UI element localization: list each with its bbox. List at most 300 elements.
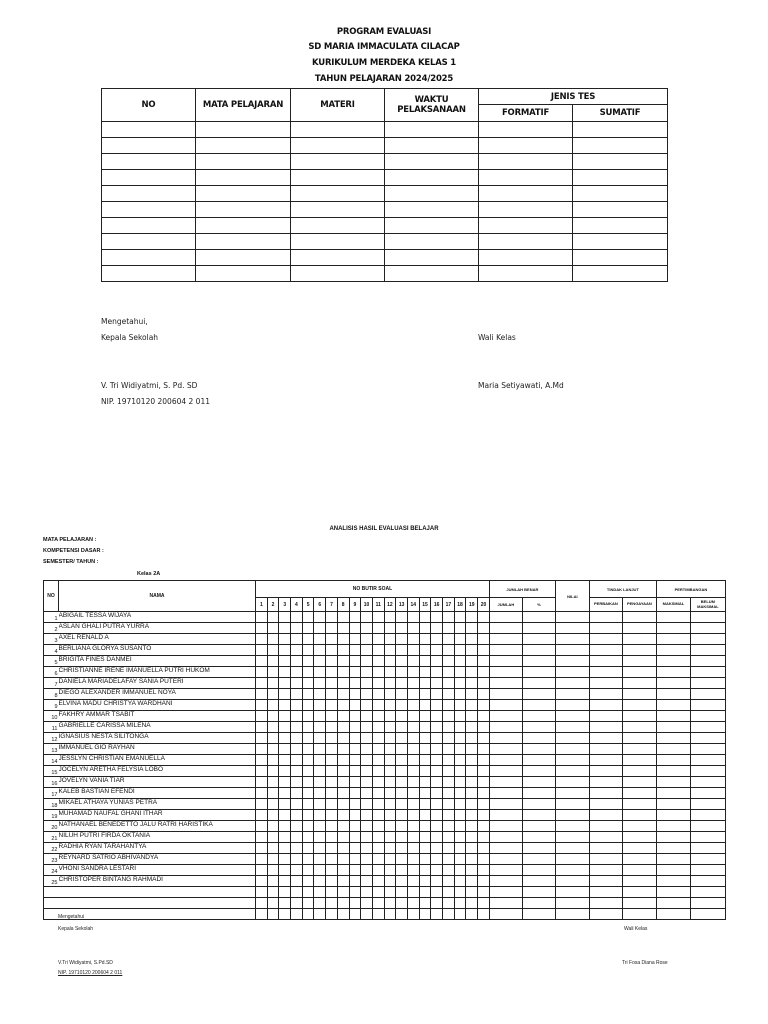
score-cell xyxy=(361,821,373,832)
score-cell xyxy=(478,788,490,799)
score-cell xyxy=(478,700,490,711)
score-cell xyxy=(478,865,490,876)
score-cell xyxy=(291,854,303,865)
kepsek-name: V. Tri Widiyatmi, S. Pd. SD xyxy=(101,381,198,390)
program-cell xyxy=(573,138,668,154)
score-cell xyxy=(589,865,622,876)
score-cell xyxy=(431,623,443,634)
student-no: 20 xyxy=(44,821,59,832)
score-cell xyxy=(589,645,622,656)
score-cell xyxy=(656,623,690,634)
score-cell xyxy=(431,722,443,733)
score-cell xyxy=(656,832,690,843)
score-cell xyxy=(396,722,408,733)
score-cell xyxy=(656,612,690,623)
score-cell xyxy=(302,898,314,909)
score-cell xyxy=(555,667,589,678)
score-cell xyxy=(302,667,314,678)
program-cell xyxy=(102,266,196,282)
score-cell xyxy=(349,755,361,766)
score-cell xyxy=(291,788,303,799)
score-cell xyxy=(466,799,478,810)
student-name: JOVELYN VANIA TIAR xyxy=(59,777,256,788)
score-cell xyxy=(431,843,443,854)
score-cell xyxy=(384,799,396,810)
score-cell xyxy=(419,832,431,843)
score-cell xyxy=(656,876,690,887)
score-cell xyxy=(372,821,384,832)
score-cell xyxy=(372,722,384,733)
score-cell xyxy=(267,788,279,799)
score-cell xyxy=(407,887,419,898)
score-cell xyxy=(361,788,373,799)
score-cell xyxy=(443,843,455,854)
score-cell xyxy=(489,898,522,909)
score-cell xyxy=(589,843,622,854)
score-cell xyxy=(419,887,431,898)
score-cell xyxy=(407,678,419,689)
score-cell xyxy=(361,645,373,656)
score-cell xyxy=(372,909,384,920)
score-cell xyxy=(555,876,589,887)
score-cell xyxy=(466,634,478,645)
mengetahui-label: Mengetahui, xyxy=(101,317,148,326)
program-cell xyxy=(291,138,385,154)
footer-mengetahui: Mengetahui xyxy=(58,914,85,920)
score-cell xyxy=(555,788,589,799)
program-cell xyxy=(196,234,291,250)
score-cell xyxy=(489,612,522,623)
score-cell xyxy=(690,766,725,777)
score-cell xyxy=(337,876,349,887)
score-cell xyxy=(555,766,589,777)
header-butir: 7 xyxy=(326,598,338,612)
score-cell xyxy=(372,678,384,689)
score-cell xyxy=(256,854,268,865)
score-cell xyxy=(396,909,408,920)
score-cell xyxy=(690,843,725,854)
score-cell xyxy=(396,821,408,832)
academic-year: TAHUN PELAJARAN 2024/2025 xyxy=(314,74,454,84)
score-cell xyxy=(443,909,455,920)
score-cell xyxy=(656,634,690,645)
score-cell xyxy=(384,645,396,656)
score-cell xyxy=(407,689,419,700)
score-cell xyxy=(407,821,419,832)
score-cell xyxy=(302,634,314,645)
score-cell xyxy=(466,667,478,678)
program-cell xyxy=(385,154,479,170)
score-cell xyxy=(454,854,466,865)
score-cell xyxy=(419,744,431,755)
student-no: 18 xyxy=(44,799,59,810)
student-name: KALEB BASTIAN EFENDI xyxy=(59,788,256,799)
score-cell xyxy=(419,667,431,678)
score-cell xyxy=(454,755,466,766)
score-cell xyxy=(337,810,349,821)
program-cell xyxy=(385,202,479,218)
score-cell xyxy=(522,876,555,887)
score-cell xyxy=(326,755,338,766)
student-row xyxy=(44,865,726,876)
score-cell xyxy=(314,645,326,656)
score-cell xyxy=(361,755,373,766)
score-cell xyxy=(256,777,268,788)
score-cell xyxy=(478,711,490,722)
score-cell xyxy=(256,744,268,755)
score-cell xyxy=(656,744,690,755)
score-cell xyxy=(555,799,589,810)
score-cell xyxy=(396,755,408,766)
score-cell xyxy=(419,612,431,623)
score-cell xyxy=(314,656,326,667)
score-cell xyxy=(396,667,408,678)
score-cell xyxy=(443,678,455,689)
student-row xyxy=(44,634,726,645)
header-pertimbangan: PERTIMBANGAN xyxy=(656,581,725,598)
score-cell xyxy=(431,810,443,821)
program-cell xyxy=(102,234,196,250)
program-cell xyxy=(102,122,196,138)
header-no: NO xyxy=(44,581,59,612)
score-cell xyxy=(384,909,396,920)
score-cell xyxy=(690,821,725,832)
program-cell xyxy=(479,186,573,202)
score-cell xyxy=(431,766,443,777)
score-cell xyxy=(349,887,361,898)
score-cell xyxy=(431,711,443,722)
score-cell xyxy=(690,623,725,634)
score-cell xyxy=(489,777,522,788)
student-no xyxy=(44,898,59,909)
score-cell xyxy=(656,766,690,777)
program-cell xyxy=(479,202,573,218)
score-cell xyxy=(279,612,291,623)
score-cell xyxy=(361,766,373,777)
wali-kelas-title: Wali Kelas xyxy=(478,333,516,342)
score-cell xyxy=(419,843,431,854)
score-cell xyxy=(302,832,314,843)
score-cell xyxy=(656,700,690,711)
student-no: 25 xyxy=(44,876,59,887)
kompetensi-dasar-label: KOMPETENSI DASAR : xyxy=(43,548,104,554)
score-cell xyxy=(337,645,349,656)
score-cell xyxy=(256,876,268,887)
semester-tahun-label: SEMESTER/ TAHUN : xyxy=(43,559,99,565)
score-cell xyxy=(291,689,303,700)
score-cell xyxy=(419,656,431,667)
header-tindak-lanjut: TINDAK LANJUT xyxy=(589,581,656,598)
score-cell xyxy=(256,887,268,898)
header-butir: 14 xyxy=(407,598,419,612)
score-cell xyxy=(314,623,326,634)
score-cell xyxy=(337,700,349,711)
score-cell xyxy=(396,623,408,634)
score-cell xyxy=(443,777,455,788)
student-name: CHRISTOPER BINTANG RAHMADI xyxy=(59,876,256,887)
score-cell xyxy=(522,755,555,766)
score-cell xyxy=(589,788,622,799)
score-cell xyxy=(443,821,455,832)
score-cell xyxy=(589,777,622,788)
score-cell xyxy=(267,821,279,832)
student-name: VHONI SANDRA LESTARI xyxy=(59,865,256,876)
score-cell xyxy=(419,766,431,777)
score-cell xyxy=(326,876,338,887)
score-cell xyxy=(267,755,279,766)
student-name: ASLAN GHALI PUTRA YURRA xyxy=(59,623,256,634)
score-cell xyxy=(622,799,656,810)
score-cell xyxy=(291,744,303,755)
score-cell xyxy=(522,733,555,744)
student-row xyxy=(44,689,726,700)
score-cell xyxy=(454,612,466,623)
score-cell xyxy=(314,634,326,645)
score-cell xyxy=(656,843,690,854)
score-cell xyxy=(349,722,361,733)
score-cell xyxy=(489,766,522,777)
score-cell xyxy=(291,634,303,645)
score-cell xyxy=(396,876,408,887)
score-cell xyxy=(555,623,589,634)
score-cell xyxy=(302,843,314,854)
score-cell xyxy=(407,832,419,843)
score-cell xyxy=(384,711,396,722)
score-cell xyxy=(690,832,725,843)
student-name: IMMANUEL GIO RAYHAN xyxy=(59,744,256,755)
score-cell xyxy=(326,865,338,876)
score-cell xyxy=(337,832,349,843)
score-cell xyxy=(589,634,622,645)
student-name: RADHIA RYAN TARAHANTYA xyxy=(59,843,256,854)
score-cell xyxy=(384,667,396,678)
score-cell xyxy=(522,898,555,909)
program-cell xyxy=(385,234,479,250)
score-cell xyxy=(622,887,656,898)
analysis-table xyxy=(43,580,726,920)
score-cell xyxy=(349,832,361,843)
kelas-label: Kelas 2A xyxy=(137,571,161,577)
score-cell xyxy=(337,843,349,854)
score-cell xyxy=(372,744,384,755)
score-cell xyxy=(279,623,291,634)
score-cell xyxy=(349,645,361,656)
score-cell xyxy=(291,755,303,766)
score-cell xyxy=(466,733,478,744)
score-cell xyxy=(690,788,725,799)
score-cell xyxy=(454,832,466,843)
score-cell xyxy=(302,711,314,722)
score-cell xyxy=(622,777,656,788)
score-cell xyxy=(372,799,384,810)
score-cell xyxy=(302,744,314,755)
score-cell xyxy=(349,821,361,832)
score-cell xyxy=(478,689,490,700)
score-cell xyxy=(431,887,443,898)
score-cell xyxy=(267,678,279,689)
score-cell xyxy=(454,744,466,755)
score-cell xyxy=(555,843,589,854)
kepsek-nip: NIP. 19710120 200604 2 011 xyxy=(101,397,210,406)
score-cell xyxy=(407,667,419,678)
score-cell xyxy=(361,634,373,645)
score-cell xyxy=(454,876,466,887)
score-cell xyxy=(522,799,555,810)
student-name xyxy=(59,909,256,920)
header-butir: 17 xyxy=(443,598,455,612)
score-cell xyxy=(326,777,338,788)
student-no: 10 xyxy=(44,711,59,722)
score-cell xyxy=(256,821,268,832)
student-name: IGNASIUS NESTA SILITONGA xyxy=(59,733,256,744)
score-cell xyxy=(384,865,396,876)
score-cell xyxy=(396,799,408,810)
header-maksimal: MAKSIMAL xyxy=(656,598,690,612)
score-cell xyxy=(267,645,279,656)
score-cell xyxy=(443,733,455,744)
score-cell xyxy=(419,810,431,821)
student-name: NATHANAEL BENEDETTO JALU RATRI HARISTIKA xyxy=(59,821,256,832)
score-cell xyxy=(396,843,408,854)
score-cell xyxy=(326,766,338,777)
program-cell xyxy=(102,218,196,234)
score-cell xyxy=(267,656,279,667)
score-cell xyxy=(522,678,555,689)
score-cell xyxy=(419,623,431,634)
score-cell xyxy=(690,755,725,766)
score-cell xyxy=(314,821,326,832)
score-cell xyxy=(326,854,338,865)
student-row xyxy=(44,876,726,887)
score-cell xyxy=(302,821,314,832)
score-cell xyxy=(337,678,349,689)
score-cell xyxy=(431,667,443,678)
program-cell xyxy=(291,186,385,202)
score-cell xyxy=(656,799,690,810)
program-row xyxy=(102,218,668,234)
score-cell xyxy=(690,898,725,909)
score-cell xyxy=(314,843,326,854)
score-cell xyxy=(443,832,455,843)
score-cell xyxy=(522,909,555,920)
student-no: 1 xyxy=(44,612,59,623)
score-cell xyxy=(326,645,338,656)
score-cell xyxy=(454,667,466,678)
score-cell xyxy=(443,744,455,755)
score-cell xyxy=(361,887,373,898)
score-cell xyxy=(489,909,522,920)
score-cell xyxy=(622,744,656,755)
score-cell xyxy=(589,678,622,689)
header-butir: 3 xyxy=(279,598,291,612)
score-cell xyxy=(349,898,361,909)
score-cell xyxy=(396,656,408,667)
score-cell xyxy=(256,843,268,854)
score-cell xyxy=(443,612,455,623)
score-cell xyxy=(589,700,622,711)
score-cell xyxy=(466,821,478,832)
score-cell xyxy=(407,744,419,755)
score-cell xyxy=(361,898,373,909)
score-cell xyxy=(384,766,396,777)
col-materi: MATERI xyxy=(291,89,385,122)
score-cell xyxy=(349,623,361,634)
score-cell xyxy=(267,909,279,920)
student-no: 11 xyxy=(44,722,59,733)
score-cell xyxy=(361,744,373,755)
score-cell xyxy=(372,832,384,843)
score-cell xyxy=(407,623,419,634)
header-butir: 5 xyxy=(302,598,314,612)
score-cell xyxy=(361,722,373,733)
program-title: PROGRAM EVALUASI xyxy=(336,27,432,37)
score-cell xyxy=(622,832,656,843)
score-cell xyxy=(337,733,349,744)
header-butir: 20 xyxy=(478,598,490,612)
score-cell xyxy=(384,876,396,887)
score-cell xyxy=(279,645,291,656)
score-cell xyxy=(256,700,268,711)
score-cell xyxy=(466,865,478,876)
score-cell xyxy=(291,722,303,733)
score-cell xyxy=(314,865,326,876)
score-cell xyxy=(431,645,443,656)
score-cell xyxy=(407,755,419,766)
score-cell xyxy=(407,788,419,799)
score-cell xyxy=(522,854,555,865)
student-name: REYNARD SATRIO ABHIVANDYA xyxy=(59,854,256,865)
score-cell xyxy=(555,887,589,898)
score-cell xyxy=(372,810,384,821)
score-cell xyxy=(396,766,408,777)
score-cell xyxy=(372,623,384,634)
student-name: DIEGO ALEXANDER IMMANUEL NOYA xyxy=(59,689,256,700)
score-cell xyxy=(349,876,361,887)
score-cell xyxy=(279,744,291,755)
score-cell xyxy=(396,689,408,700)
score-cell xyxy=(396,777,408,788)
score-cell xyxy=(291,799,303,810)
score-cell xyxy=(256,645,268,656)
program-cell xyxy=(102,170,196,186)
score-cell xyxy=(489,887,522,898)
score-cell xyxy=(267,711,279,722)
score-cell xyxy=(396,733,408,744)
score-cell xyxy=(279,656,291,667)
score-cell xyxy=(396,645,408,656)
score-cell xyxy=(291,843,303,854)
score-cell xyxy=(454,689,466,700)
score-cell xyxy=(314,832,326,843)
score-cell xyxy=(478,722,490,733)
score-cell xyxy=(690,667,725,678)
student-row xyxy=(44,645,726,656)
score-cell xyxy=(656,887,690,898)
score-cell xyxy=(337,799,349,810)
score-cell xyxy=(622,722,656,733)
score-cell xyxy=(622,678,656,689)
score-cell xyxy=(489,711,522,722)
score-cell xyxy=(454,634,466,645)
score-cell xyxy=(372,755,384,766)
score-cell xyxy=(302,788,314,799)
program-cell xyxy=(291,122,385,138)
score-cell xyxy=(291,865,303,876)
program-cell xyxy=(102,186,196,202)
score-cell xyxy=(396,612,408,623)
score-cell xyxy=(478,777,490,788)
score-cell xyxy=(478,755,490,766)
